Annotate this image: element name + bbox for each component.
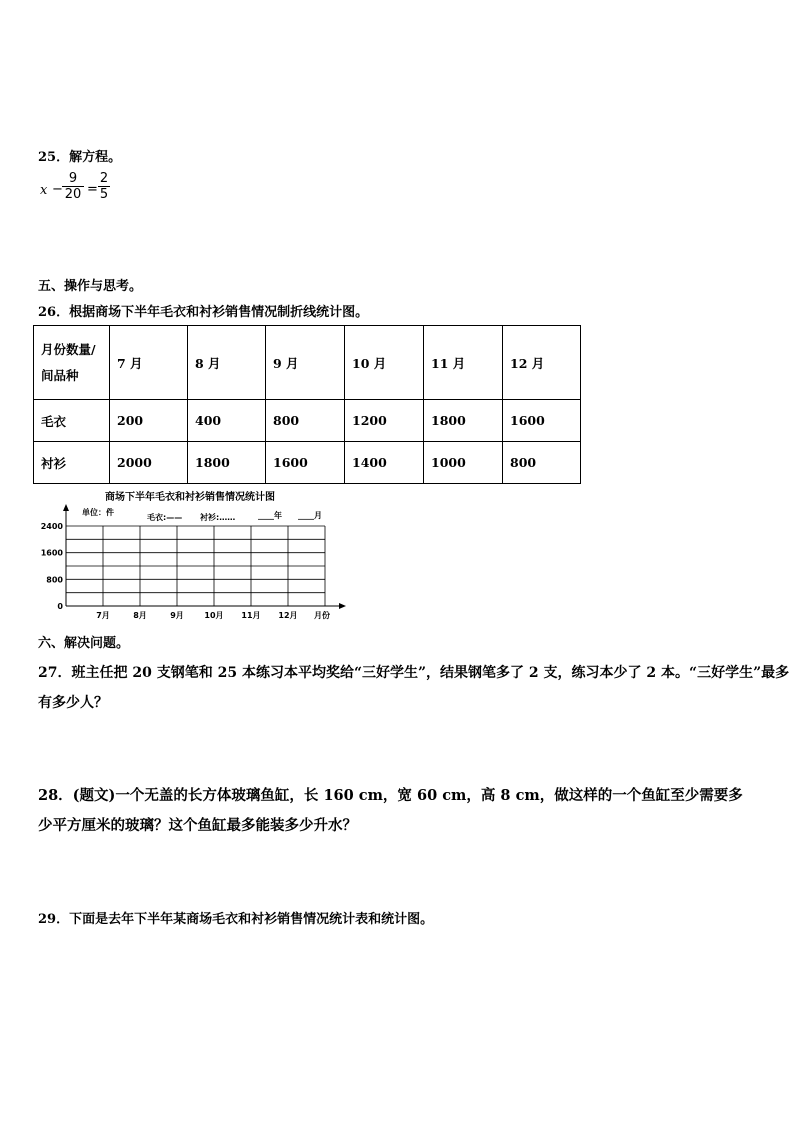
table-cell: 800: [266, 400, 345, 442]
x-axis-label: 月份: [314, 611, 330, 620]
row-label: 衬衫: [34, 442, 110, 484]
question-28: [38, 781, 768, 841]
question-27: [38, 658, 790, 718]
month-header: 12 月: [503, 326, 581, 400]
date-year-blank: ____年: [258, 511, 282, 520]
fraction-denominator: 5: [99, 187, 109, 202]
corner-header-line1: 月份数量/: [41, 341, 96, 357]
fraction-numerator: 2: [99, 171, 109, 186]
question-29-label: 29．下面是去年下半年某商场毛衣和衬衫销售情况统计表和统计图。: [38, 912, 434, 927]
question-28-line1: 28．(题文)一个无盖的长方体玻璃鱼缸，长 160 cm，宽 60 cm，高 8 cm，做这样的一个鱼缸至少需要多: [38, 787, 743, 804]
section-5-heading: 五、操作与思考。: [38, 279, 143, 294]
equation-minus: −: [52, 182, 63, 197]
table-cell: 2000: [110, 442, 188, 484]
table-corner-header: [34, 326, 110, 400]
date-month-blank: ____月: [298, 511, 322, 520]
legend-sweater: 毛衣:——: [147, 513, 183, 522]
table-cell: 1400: [345, 442, 424, 484]
table-header-row: [34, 326, 581, 400]
table-cell: 400: [188, 400, 266, 442]
y-tick-label: 800: [46, 575, 63, 585]
question-27-line1: 27．班主任把 20 支钢笔和 25 本练习本平均奖给“三好学生”，结果钢笔多了 2 支，练习本少了 2 本。“三好学生”最多: [38, 665, 790, 681]
unit-label: 单位：件: [82, 508, 114, 517]
table-cell: 1600: [266, 442, 345, 484]
corner-header-line2: 间品种: [41, 367, 79, 383]
month-header: 11 月: [424, 326, 503, 400]
chart-title: 商场下半年毛衣和衬衫销售情况统计图: [105, 492, 275, 503]
question-27-line2: 有多少人？: [38, 695, 108, 711]
month-header: 9 月: [266, 326, 345, 400]
fraction-two-fifths: [98, 171, 110, 202]
equation-variable: x: [40, 183, 48, 198]
table-cell: 1000: [424, 442, 503, 484]
blank-line-chart: [30, 500, 360, 625]
y-tick-labels: [41, 522, 64, 611]
month-header: 8 月: [188, 326, 266, 400]
x-tick-label: 11月: [241, 611, 261, 620]
x-tick-labels: [96, 611, 297, 620]
chart-grid: [66, 526, 325, 606]
x-tick-label: 8月: [133, 611, 147, 620]
fraction-denominator: 20: [64, 187, 82, 202]
question-28-line2: 少平方厘米的玻璃？这个鱼缸最多能装多少升水？: [38, 817, 357, 834]
table-row: [34, 400, 581, 442]
equation: [38, 171, 118, 211]
legend-shirt: 衬衫:……: [200, 513, 236, 522]
table-cell: 1200: [345, 400, 424, 442]
month-header: 7 月: [110, 326, 188, 400]
y-axis-arrow: [63, 504, 69, 511]
section-6-heading: 六、解决问题。: [38, 636, 130, 651]
x-tick-label: 7月: [96, 611, 110, 620]
fraction-nine-twentieths: [62, 171, 84, 202]
table-cell: 1800: [188, 442, 266, 484]
x-tick-label: 12月: [278, 611, 298, 620]
x-tick-label: 9月: [170, 611, 184, 620]
table-row: [34, 442, 581, 484]
y-tick-label: 0: [57, 602, 63, 611]
x-axis-arrow: [339, 603, 346, 609]
table-cell: 800: [503, 442, 581, 484]
table-cell: 200: [110, 400, 188, 442]
sales-table: [33, 325, 581, 484]
x-tick-label: 10月: [204, 611, 224, 620]
y-tick-label: 1600: [40, 548, 63, 558]
row-label: 毛衣: [34, 400, 110, 442]
month-header: 10 月: [345, 326, 424, 400]
fraction-numerator: 9: [68, 171, 78, 186]
y-tick-label: 2400: [40, 522, 63, 531]
equation-equals: =: [87, 182, 98, 197]
table-cell: 1600: [503, 400, 581, 442]
question-25-label: 25．解方程。: [38, 150, 122, 165]
table-cell: 1800: [424, 400, 503, 442]
question-26-label: 26．根据商场下半年毛衣和衬衫销售情况制折线统计图。: [38, 305, 369, 320]
